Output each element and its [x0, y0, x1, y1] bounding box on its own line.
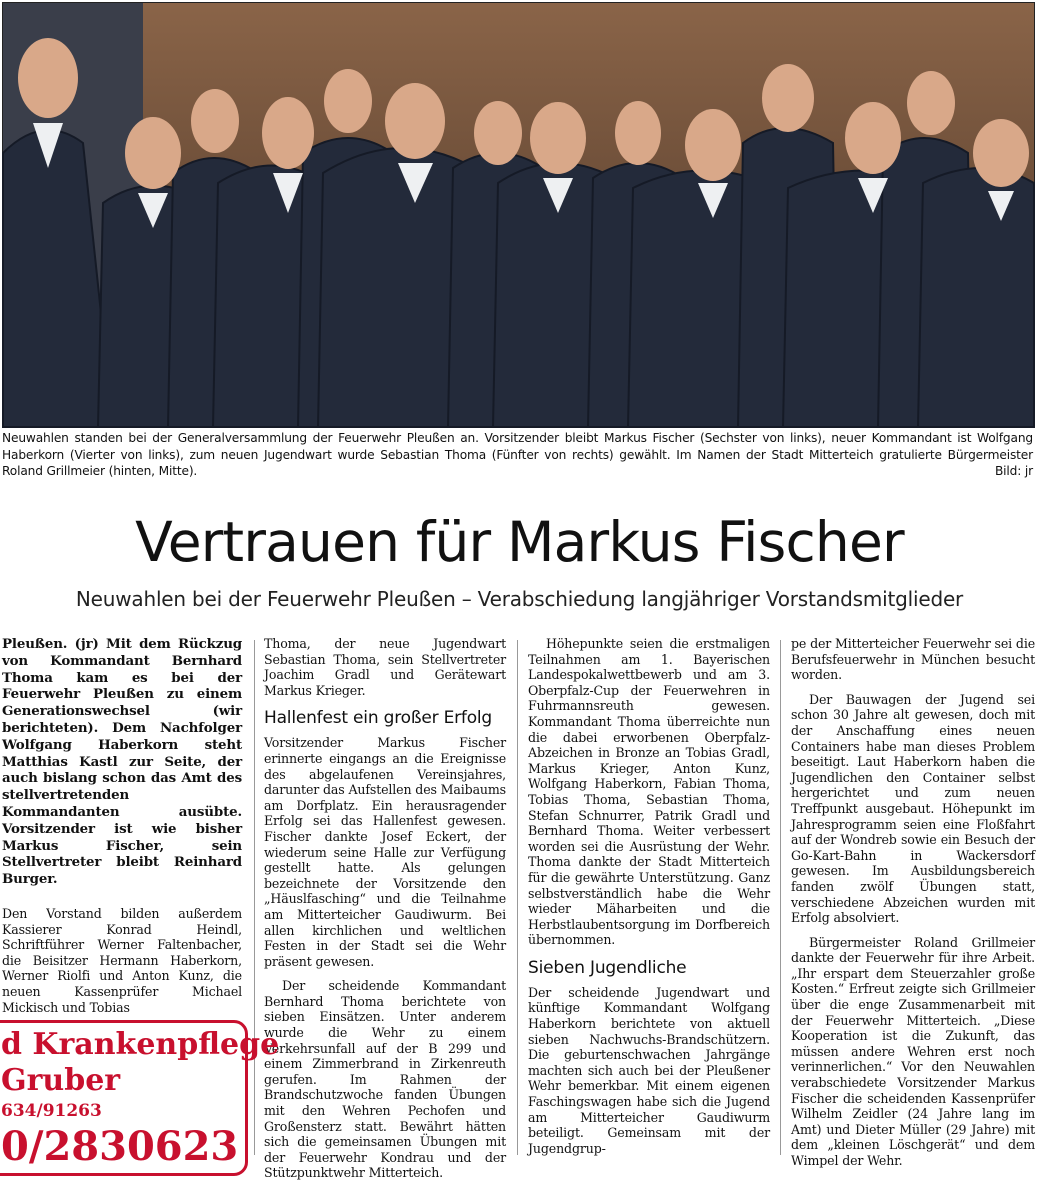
article-column-1 [2, 636, 242, 1024]
group-photo [2, 2, 1035, 428]
article-paragraph: Der Bauwagen der Jugend sei schon 30 Jahre alt gewesen, doch mit der Anschaffung eines neuen Containers habe man dieses Problem beseitigt. Laut Haberkorn haben die Jugendlichen den Container selbst hergerichtet und zum neuen Treffpunkt ausgebaut. Höhepunkt im Jahresprogramm seien eine Floßfahrt auf der Wondreb sowie ein Besuch der Go-Kart-Bahn in Wackersdorf gewesen. Im Ausbildungsbereich fanden zwölf Übungen statt, verschiedene Abzeichen wurden mit Erfolg absolviert. [791, 691, 1035, 926]
ad-line-1: d Krankenpflege [1, 1027, 280, 1062]
ad-line-2: Gruber [1, 1063, 121, 1098]
article-lead: Pleußen. (jr) Mit dem Rückzug von Kommandant Bernhard Thoma kam es bei der Feuerwehr Pleußen zu einem Generationswechsel (wir berichteten). Dem Nachfolger Wolfgang Haberkorn steht Matthias Kastl zur Seite, der auch bislang schon das Amt des stellvertretenden Kommandanten ausübte. Vorsitzender ist wie bisher Markus Fischer, sein Stellvertreter bleibt Reinhard Burger. [2, 636, 242, 888]
section-heading: Sieben Jugendliche [528, 957, 687, 978]
article-paragraph: Höhepunkte seien die erstmaligen Teilnahmen am 1. Bayerischen Landespokalwettbewerb und am 3. Oberpfalz-Cup der Feuerwehren in Fuhrmannsreuth gewesen. Kommandant Thoma überreichte nun die dabei erworbenen Oberpfalz-Abzeichen in Bronze an Tobias Gradl, Markus Krieger, Anton Kunz, Wolfgang Haberkorn, Fabian Thoma, Tobias Thoma, Sebastian Thoma, Stefan Schnurrer, Patrik Gradl und Bernhard Thoma. Weiter verbessert worden sei die Ausrüstung der Wehr. Thoma dankte der Stadt Mitterteich für die gewährte Unterstützung. Ganz selbstverständlich habe die Wehr wieder Mäharbeiten und die Herbstlaubentsorgung im Dorfbereich übernommen. [528, 636, 770, 948]
ad-phone-2: 0/2830623 [1, 1123, 239, 1170]
photo-illustration [3, 3, 1034, 427]
article-paragraph: Vorsitzender Markus Fischer erinnerte eingangs an die Ereignisse des abgelaufenen Vereinsjahres, darunter das Aufstellen des Maibaums am Dorfplatz. Ein herausragender Erfolg sei das Hallenfest gewesen. Fischer dankte Josef Eckert, der wiederum seine Halle zur Verfügung gestellt hatte. Als gelungen bezeichnete der Vorsitzende den „Häuslfasching“ und die Teilnahme am Mitterteicher Gaudiwurm. Bei allen kirchlichen und weltlichen Festen in der Stadt sei die Wehr präsent gewesen. [264, 735, 506, 969]
article-paragraph: Den Vorstand bilden außerdem Kassierer Konrad Heindl, Schriftführer Werner Faltenbacher, die Beisitzer Hermann Haberkorn, Werner Riolfi und Anton Kunz, die neuen Kassenprüfer Michael Mickisch und Tobias [2, 905, 242, 1015]
caption-text: Neuwahlen standen bei der Generalversammlung der Feuerwehr Pleußen an. Vorsitzender bleibt Markus Fischer (Sechster von links), neuer Kommandant ist Wolfgang Haberkorn (Vierter von links), zum neuen Jugendwart wurde Sebastian Thoma (Fünfter von rechts) gewählt. Im Namen der Stadt Mitterteich gratulierte Bürgermeister Roland Grillmeier (hinten, Mitte). [2, 431, 1033, 479]
column-divider [780, 640, 781, 1155]
article-column-2 [264, 636, 506, 1190]
article-paragraph: pe der Mitterteicher Feuerwehr sei die Berufsfeuerwehr in München besucht worden. [791, 636, 1035, 683]
column-divider [517, 640, 518, 1155]
advertisement-box[interactable] [0, 1020, 280, 1176]
article-column-4 [791, 636, 1035, 1178]
photo-credit: Bild: jr [994, 464, 1033, 479]
article-paragraph: Bürgermeister Roland Grillmeier dankte der Feuerwehr für ihre Arbeit. „Ihr erspart dem Steuerzahler große Kosten.“ Erfreut zeigte sich Grillmeier über die enge Zusammenarbeit mit der Feuerwehr Mitterteich. „Diese Kooperation ist die Zukunft, das müssen andere Wehren erst noch verinnerlichen.“ Vor den Neuwahlen verabschiedete Vorsitzender Markus Fischer die scheidenden Kassenprüfer Wilhelm Zeidler (24 Jahre lang im Amt) und Dieter Müller (29 Jahre) mit dem „kleinen Löschgerät“ und dem Wimpel der Wehr. [791, 934, 1035, 1168]
article-headline: Vertrauen für Markus Fischer [135, 510, 904, 574]
column-divider [254, 640, 255, 1155]
article-subline: Neuwahlen bei der Feuerwehr Pleußen – Verabschiedung langjähriger Vorstandsmitglieder [75, 587, 964, 611]
photo-caption [2, 430, 1033, 480]
ad-phone-1: 634/91263 [1, 1101, 102, 1121]
article-column-3 [528, 636, 770, 1165]
section-heading: Hallenfest ein großer Erfolg [264, 708, 493, 729]
article-paragraph: Der scheidende Jugendwart und künftige Kommandant Wolfgang Haberkorn berichtete von aktuell sieben Nachwuchs-Brandschützern. Die geburtenschwachen Jahrgänge machten sich auch bei der Pleußener Wehr bemerkbar. Mit einem eigenen Faschingswagen habe sich die Jugend am Mitterteicher Gaudiwurm beteiligt. Gemeinsam mit der Jugendgrup- [528, 984, 770, 1156]
article-paragraph: Der scheidende Kommandant Bernhard Thoma berichtete von sieben Einsätzen. Unter anderem wurde die Wehr zu einem Verkehrsunfall auf der B 299 und einem Zimmerbrand in Zirkenreuth gerufen. Im Rahmen der Brandschutzwoche fanden Übungen mit den Wehren Pechofen und Großensterz statt. Bewährt hätten sich die gemeinsamen Übungen mit der Feuerwehr Kondrau und der Stützpunktwehr Mitterteich. [264, 978, 506, 1181]
article-paragraph: Thoma, der neue Jugendwart Sebastian Thoma, sein Stellvertreter Joachim Gradl und Gerätewart Markus Krieger. [264, 636, 506, 698]
